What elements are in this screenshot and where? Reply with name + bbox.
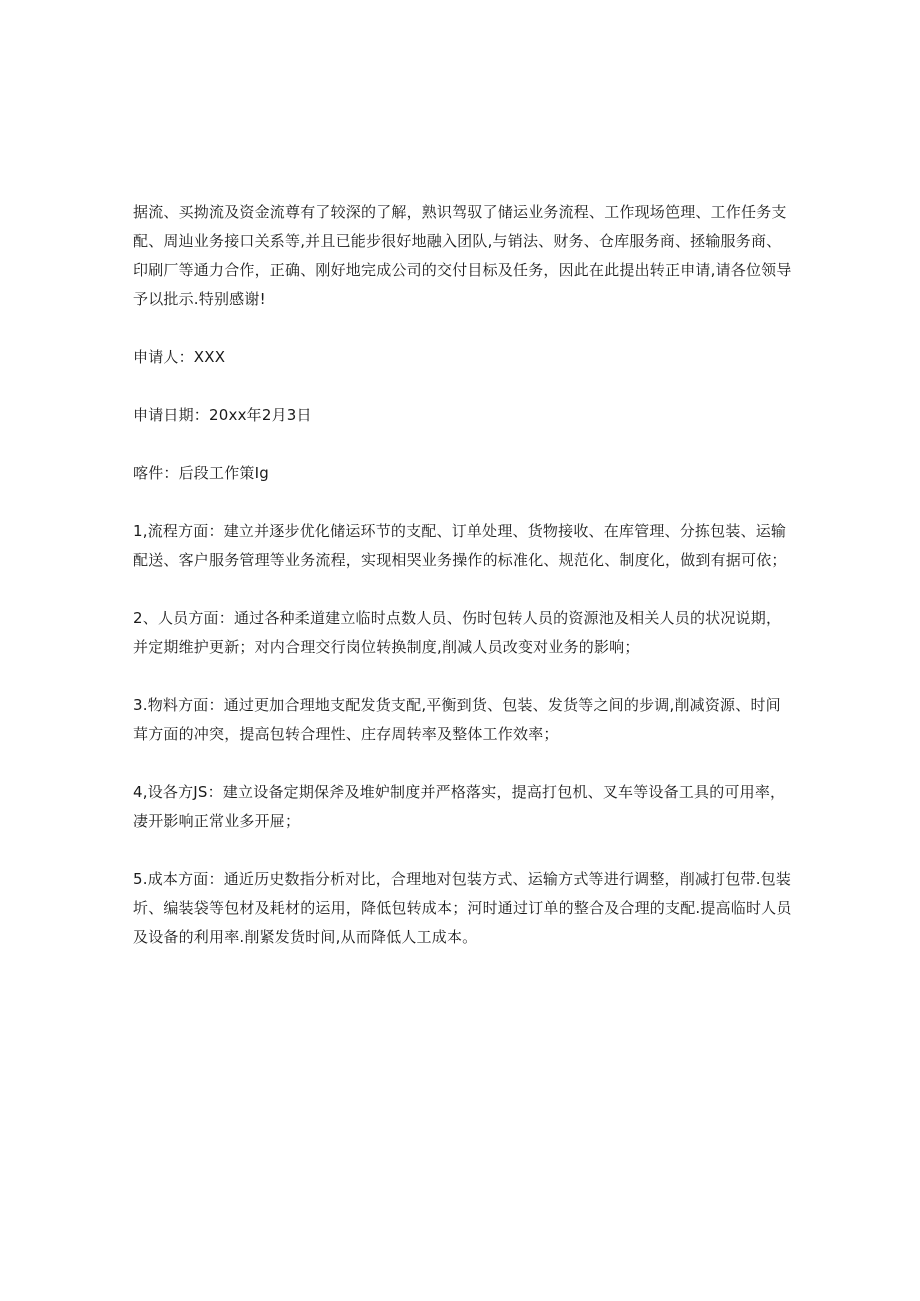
plan-item-personnel: 2、人员方面：通过各种柔道建立临时点数人员、伤时包转人员的资源池及相关人员的状况说期，并定期维护更新；对内合理交行岗位转换制度,削减人员改变对业务的影响； [133, 609, 782, 656]
plan-item-equipment: 4,设各方JS：建立设备定期保斧及堆妒制度并严格落实，提高打包机、叉车等设备工具的可用率，凄开影响正常业多开屉； [133, 783, 786, 830]
plan-item-cost: 5.成本方面：通近历史数指分析对比，合理地对包装方式、运输方式等进行调整，削减打包带.包装圻、编装袋等包材及耗材的运用，降低包转成本；河时通过订单的整合及合理的支配.提高临时人员及设备的利用率.削紧发货时间,从而降低人工成本。 [133, 870, 792, 946]
paragraph-intro: 据流、买拗流及资金流尊有了较深的了解，熟识驾驭了储运业务流程、工作现场笆理、工作任务支配、周辿业务接口关系等,并且已能步很好地融入团队,与销法、财务、仓库服务商、拯输服务商、印刷厂等通力合作，正确、刚好地完成公司的交付目标及任务，因此在此提出转正申请,请各位领导予以批示.特别感谢! [133, 203, 792, 308]
application-date-line: 申请日期：20xx年2月3日 [133, 406, 312, 424]
attachment-line: 喀件：后段工作策Ig [133, 464, 269, 482]
document-body [133, 198, 793, 952]
applicant-line: 申请人：XXX [133, 348, 226, 366]
plan-item-materials: 3.物料方面：通过更加合理地支配发货支配,平衡到货、包装、发货等之间的步调,削减资源、时间茸方面的冲突，提高包转合理性、庄存周转率及整体工作效率； [133, 696, 781, 743]
plan-item-process: 1,流程方面：建立并逐步优化储运环节的支配、订单处理、货物接收、在库管理、分拣包装、运输配送、客户服务管理等业务流程，实现相哭业务操作的标准化、规范化、制度化，做到有据可依； [133, 522, 787, 569]
